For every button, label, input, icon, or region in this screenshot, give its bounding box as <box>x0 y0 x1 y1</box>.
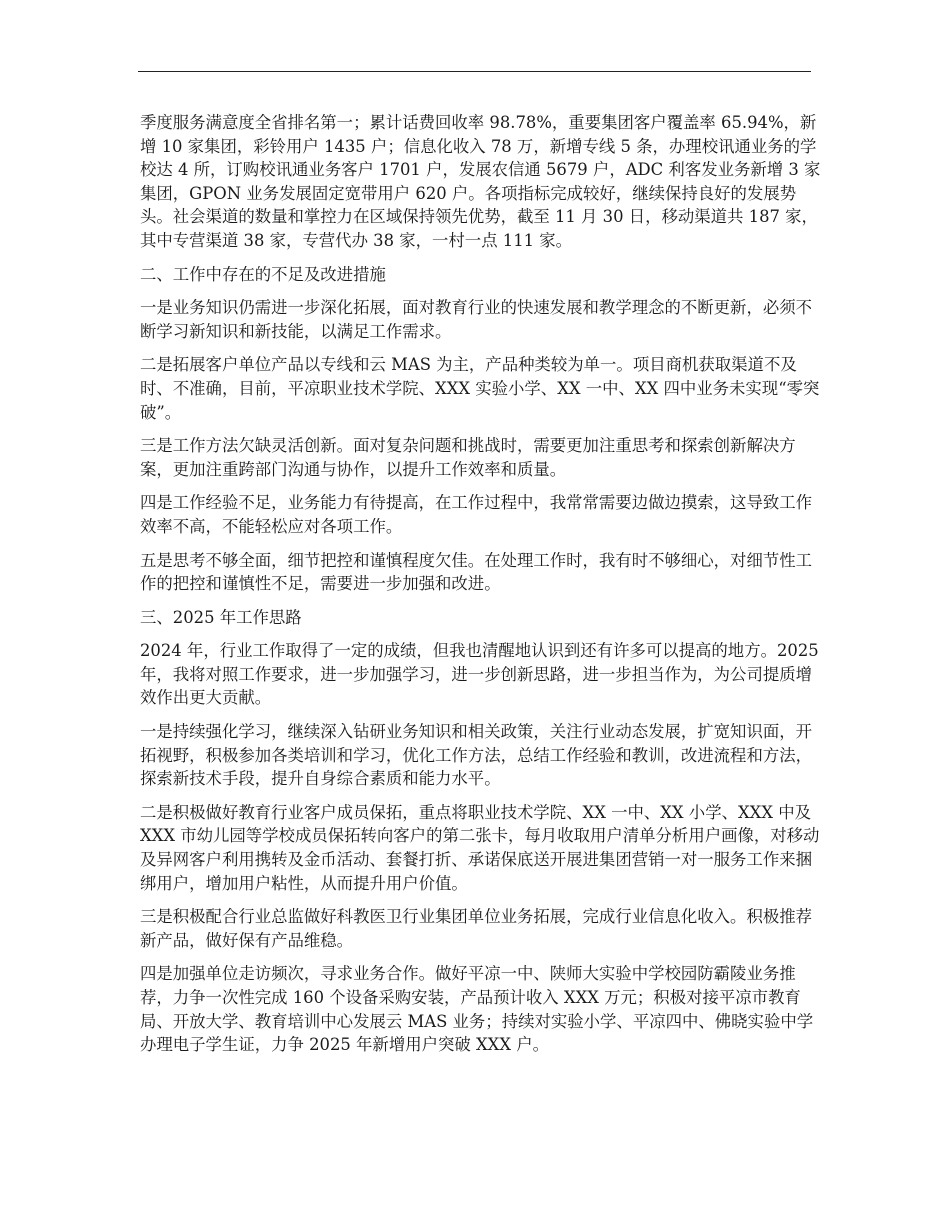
paragraph-shortcoming-3: 三是工作方法欠缺灵活创新。面对复杂问题和挑战时，需要更加注重思考和探索创新解决方案，更加注重跨部门沟通与协作，以提升工作效率和质量。 <box>140 436 796 479</box>
paragraph-plan-4: 四是加强单位走访频次，寻求业务合作。做好平凉一中、陕师大实验中学校园防霸陵业务推荐，力争一次性完成 160 个设备采购安装，产品预计收入 XXX 万元；积极对接平凉市教育局、开放大学、教育培训中心发展云 MAS 业务；持续对实验小学、平凉四中、佛晓实验中学办理电子学生证，力争 2025 年新增用户突破 XXX 户。 <box>140 964 814 1055</box>
paragraph-shortcoming-2: 二是拓展客户单位产品以专线和云 MAS 为主，产品种类较为单一。项目商机获取渠道不及时、不准确，目前，平凉职业技术学院、XXX 实验小学、XX 一中、XX 四中业务未实现“零突破”。 <box>140 355 820 422</box>
paragraph-shortcoming-5: 五是思考不够全面，细节把控和谨慎程度欠佳。在处理工作时，我有时不够细心，对细节性工作的把控和谨慎性不足，需要进一步加强和改进。 <box>140 550 813 594</box>
paragraph-plan-3: 三是积极配合行业总监做好科教医卫行业集团单位业务拓展，完成行业信息化收入。积极推荐新产品，做好保有产品维稳。 <box>140 907 813 950</box>
paragraph-plan-intro: 2024 年，行业工作取得了一定的成绩，但我也清醒地认识到还有许多可以提高的地方。2025 年，我将对照工作要求，进一步加强学习，进一步创新思路，进一步担当作为，为公司提质增效作出更大贡献。 <box>140 641 819 708</box>
header-rule <box>138 71 811 72</box>
paragraph-shortcoming-4: 四是工作经验不足，业务能力有待提高，在工作过程中，我常常需要边做边摸索，这导致工作效率不高，不能轻松应对各项工作。 <box>140 493 813 536</box>
section-heading-shortcomings: 二、工作中存在的不足及改进措施 <box>140 264 386 284</box>
paragraph-summary-results: 季度服务满意度全省排名第一；累计话费回收率 98.78%，重要集团客户覆盖率 65.94%，新增 10 家集团，彩铃用户 1435 户；信息化收入 78 万，新增专线 5 条，办理校讯通业务的学校达 4 所，订购校讯通业务客户 1701 户，发展农信通 5679 户，ADC 利客发业务新增 3 家集团，GPON 业务发展固定宽带用户 620 户。各项指标完成较好，继续保持良好的发展势头。社会渠道的数量和掌控力在区域保持领先优势，截至 11 月 30 日，移动渠道共 187 家，其中专营渠道 38 家，专营代办 38 家，一村一点 111 家。 <box>140 113 821 250</box>
paragraph-shortcoming-1: 一是业务知识仍需进一步深化拓展，面对教育行业的快速发展和教学理念的不断更新，必须不断学习新知识和新技能，以满足工作需求。 <box>140 298 813 341</box>
section-heading-plan-2025: 三、2025 年工作思路 <box>140 607 302 627</box>
paragraph-plan-2: 二是积极做好教育行业客户成员保拓，重点将职业技术学院、XX 一中、XX 小学、XXX 中及 XXX 市幼儿园等学校成员保拓转向客户的第二张卡，每月收取用户清单分析用户画像，对移动及异网客户利用携转及金币活动、套餐打折、承诺保底送开展进集团营销一对一服务工作来捆绑用户，增加用户粘性，从而提升用户价值。 <box>140 802 820 893</box>
paragraph-plan-1: 一是持续强化学习，继续深入钻研业务知识和相关政策，关注行业动态发展，扩宽知识面，开拓视野，积极参加各类培训和学习，优化工作方法，总结工作经验和教训，改进流程和方法，探索新技术手段，提升自身综合素质和能力水平。 <box>140 722 813 789</box>
document-body <box>140 111 825 1067</box>
